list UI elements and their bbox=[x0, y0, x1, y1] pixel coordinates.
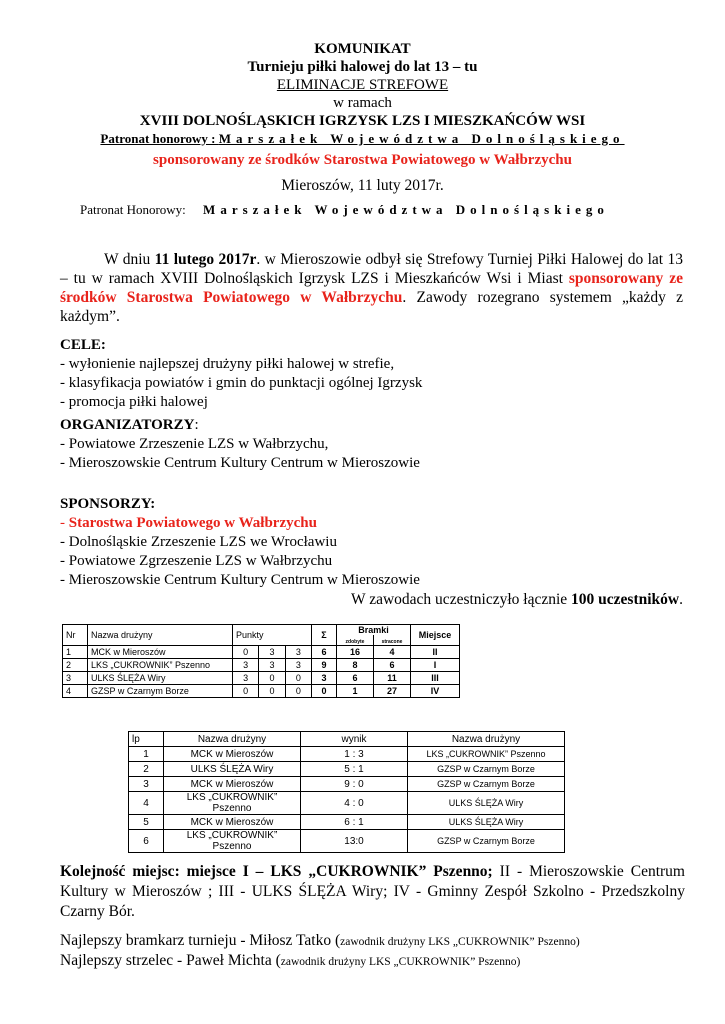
sponsorzy-title: SPONSORZY: bbox=[60, 496, 156, 512]
standings-cell-p2: 0 bbox=[259, 672, 285, 685]
standings-cell-sum: 6 bbox=[312, 646, 337, 659]
organizator-item: - Mieroszowskie Centrum Kultury Centrum w Mieroszowie bbox=[60, 455, 420, 471]
cele-section bbox=[60, 336, 683, 412]
results-cell-lp: 1 bbox=[129, 747, 164, 762]
results-cell-w: 9 : 0 bbox=[301, 777, 408, 792]
results-cell-a: ULKS ŚLĘŻA Wiry bbox=[164, 762, 301, 777]
header-sum: Σ bbox=[312, 625, 337, 646]
standings-cell-p2: 3 bbox=[259, 646, 285, 659]
sponsorzy-section bbox=[60, 495, 683, 590]
standings-cell-p2: 3 bbox=[259, 659, 285, 672]
standings-cell-p3: 3 bbox=[285, 646, 311, 659]
intro-p1: W dniu bbox=[104, 251, 155, 268]
standings-cell-z: 6 bbox=[337, 672, 374, 685]
participants-pre: W zawodach uczestniczyło łącznie bbox=[351, 591, 572, 608]
results-cell-b: LKS „CUKROWNIK” Pszenno bbox=[408, 747, 565, 762]
header-punkty: Punkty bbox=[233, 625, 312, 646]
standings-cell-nr: 2 bbox=[63, 659, 88, 672]
standings-cell-name: MCK w Mieroszów bbox=[88, 646, 233, 659]
standings-cell-p1: 0 bbox=[233, 685, 259, 698]
results-row bbox=[129, 762, 565, 777]
participants-count: 100 uczestników bbox=[571, 591, 680, 608]
standings-cell-p3: 0 bbox=[285, 685, 311, 698]
results-cell-w: 13:0 bbox=[301, 830, 408, 853]
results-row bbox=[129, 830, 565, 853]
results-cell-b: GZSP w Czarnym Borze bbox=[408, 762, 565, 777]
standings-cell-nr: 4 bbox=[63, 685, 88, 698]
sponsor-item: - Powiatowe Zgrzeszenie LZS w Wałbrzychu bbox=[60, 553, 333, 569]
results-cell-b: ULKS ŚLĘŻA Wiry bbox=[408, 792, 565, 815]
header-lp: lp bbox=[129, 732, 164, 747]
standings-cell-z: 1 bbox=[337, 685, 374, 698]
results-cell-lp: 6 bbox=[129, 830, 164, 853]
sponsor-item-main: Starostwa Powiatowego w Wałbrzychu bbox=[68, 515, 317, 531]
header-wynik: wynik bbox=[301, 732, 408, 747]
standings-cell-place: I bbox=[411, 659, 460, 672]
results-row bbox=[129, 777, 565, 792]
bramkarz-line bbox=[60, 932, 580, 950]
standings-cell-sum: 0 bbox=[312, 685, 337, 698]
standings-cell-name: GZSP w Czarnym Borze bbox=[88, 685, 233, 698]
patronat-line bbox=[60, 130, 665, 148]
intro-date: 11 lutego 2017r bbox=[154, 251, 257, 268]
results-row bbox=[129, 792, 565, 815]
standings-cell-name: ULKS ŚLĘŻA Wiry bbox=[88, 672, 233, 685]
results-cell-lp: 3 bbox=[129, 777, 164, 792]
results-table bbox=[128, 731, 565, 853]
results-row bbox=[129, 815, 565, 830]
results-cell-a: MCK w Mieroszów bbox=[164, 777, 301, 792]
organizatorzy-title: ORGANIZATORZY bbox=[60, 417, 195, 433]
patronat2-label: Patronat Honorowy: bbox=[80, 202, 186, 217]
header-nr: Nr bbox=[63, 625, 88, 646]
standings-cell-p1: 3 bbox=[233, 659, 259, 672]
results-cell-w: 5 : 1 bbox=[301, 762, 408, 777]
kolejnosc-rest: II - Mieroszowskie Centrum Kultury w Mieroszów ; III - ULKS ŚLĘŻA Wiry; IV - Gminny Zespół Szkolno - Przedszkolny Czarny Bór. bbox=[60, 863, 685, 920]
results-cell-lp: 2 bbox=[129, 762, 164, 777]
patronat-value: Marszałek Województwa Dolnośląskiego bbox=[218, 131, 625, 146]
standings-cell-p3: 3 bbox=[285, 659, 311, 672]
results-cell-w: 6 : 1 bbox=[301, 815, 408, 830]
organizatorzy-section bbox=[60, 416, 683, 473]
header-name: Nazwa drużyny bbox=[88, 625, 233, 646]
standings-cell-place: III bbox=[411, 672, 460, 685]
results-cell-a: LKS „CUKROWNIK” Pszenno bbox=[164, 792, 301, 815]
standings-row bbox=[63, 646, 460, 659]
results-row bbox=[129, 747, 565, 762]
header-team-a: Nazwa drużyny bbox=[164, 732, 301, 747]
intro-sponsor: sponsorowany ze środków Starostwa Powiatowego w Wałbrzychu bbox=[60, 270, 683, 306]
cele-item: - klasyfikacja powiatów i gmin do punktacji ogólnej Igrzysk bbox=[60, 375, 423, 391]
patronat2-value: Marszałek Województwa Dolnośląskiego bbox=[203, 202, 609, 217]
cele-item: - wyłonienie najlepszej drużyny piłki halowej w strefie, bbox=[60, 356, 395, 372]
standings-cell-sum: 9 bbox=[312, 659, 337, 672]
header-block bbox=[60, 40, 665, 148]
results-header-row bbox=[129, 732, 565, 747]
results-cell-b: GZSP w Czarnym Borze bbox=[408, 777, 565, 792]
standings-cell-nr: 3 bbox=[63, 672, 88, 685]
standings-cell-place: II bbox=[411, 646, 460, 659]
sponsor-dash: - bbox=[60, 515, 69, 531]
standings-cell-s: 4 bbox=[374, 646, 411, 659]
results-cell-b: GZSP w Czarnym Borze bbox=[408, 830, 565, 853]
intro-paragraph bbox=[60, 250, 683, 326]
standings-row bbox=[63, 659, 460, 672]
patronat-label: Patronat honorowy : bbox=[100, 131, 219, 146]
organizatorzy-colon: : bbox=[194, 417, 199, 433]
patronat2-line bbox=[80, 202, 609, 218]
bramkarz-note: zawodnik drużyny LKS „CUKROWNIK” Pszenno) bbox=[340, 936, 580, 948]
kolejnosc-first: Kolejność miejsc: miejsce I – LKS „CUKROWNIK” Pszenno; bbox=[60, 863, 493, 880]
header-stracone: stracone bbox=[374, 635, 411, 646]
cele-item: - promocja piłki halowej bbox=[60, 394, 208, 410]
header-zdobyte: zdobyte bbox=[337, 635, 374, 646]
standings-cell-nr: 1 bbox=[63, 646, 88, 659]
kolejnosc-paragraph bbox=[60, 862, 685, 922]
standings-header-row bbox=[63, 625, 460, 636]
standings-row bbox=[63, 672, 460, 685]
intro-p2: . w Mieroszowie odbył się Strefowy Turniej Piłki Halowej do lat 13 – tu w ramach XVIII Dolnośląskich Igrzysk LZS i Mieszkańców Wsi i Miast bbox=[60, 251, 683, 287]
strzelec-note: zawodnik drużyny LKS „CUKROWNIK” Pszenno) bbox=[280, 956, 521, 968]
date-line: Mieroszów, 11 luty 2017r. bbox=[281, 177, 444, 194]
standings-cell-s: 11 bbox=[374, 672, 411, 685]
cele-title: CELE: bbox=[60, 337, 106, 353]
sponsor-item: - Dolnośląskie Zrzeszenie LZS we Wrocławiu bbox=[60, 534, 337, 550]
w-ramach: w ramach bbox=[333, 95, 392, 111]
standings-cell-s: 6 bbox=[374, 659, 411, 672]
standings-cell-p1: 0 bbox=[233, 646, 259, 659]
bramkarz-text: Najlepszy bramkarz turnieju - Miłosz Tatko ( bbox=[60, 932, 341, 949]
standings-cell-z: 8 bbox=[337, 659, 374, 672]
results-cell-lp: 4 bbox=[129, 792, 164, 815]
header-miejsce: Miejsce bbox=[411, 625, 460, 646]
standings-cell-s: 27 bbox=[374, 685, 411, 698]
standings-cell-place: IV bbox=[411, 685, 460, 698]
results-cell-lp: 5 bbox=[129, 815, 164, 830]
standings-cell-p1: 3 bbox=[233, 672, 259, 685]
strzelec-line bbox=[60, 952, 520, 970]
participants-post: . bbox=[679, 591, 683, 608]
igrzysk-title: XVIII DOLNOŚLĄSKICH IGRZYSK LZS I MIESZKAŃCÓW WSI bbox=[139, 113, 586, 129]
standings-table bbox=[62, 624, 460, 698]
results-cell-w: 4 : 0 bbox=[301, 792, 408, 815]
results-cell-a: MCK w Mieroszów bbox=[164, 747, 301, 762]
header-bramki: Bramki bbox=[337, 625, 411, 636]
komunikat-title: KOMUNIKAT bbox=[314, 41, 411, 57]
results-cell-a: LKS „CUKROWNIK” Pszenno bbox=[164, 830, 301, 853]
results-cell-a: MCK w Mieroszów bbox=[164, 815, 301, 830]
results-cell-w: 1 : 3 bbox=[301, 747, 408, 762]
participants-line bbox=[351, 591, 683, 609]
intro-p3: . Zawody rozegrano systemem „każdy z każdym”. bbox=[60, 289, 684, 325]
standings-row bbox=[63, 685, 460, 698]
standings-cell-p2: 0 bbox=[259, 685, 285, 698]
header-team-b: Nazwa drużyny bbox=[408, 732, 565, 747]
standings-cell-z: 16 bbox=[337, 646, 374, 659]
standings-cell-sum: 3 bbox=[312, 672, 337, 685]
standings-cell-p3: 0 bbox=[285, 672, 311, 685]
sponsor-item: - Mieroszowskie Centrum Kultury Centrum w Mieroszowie bbox=[60, 572, 420, 588]
strzelec-text: Najlepszy strzelec - Paweł Michta ( bbox=[60, 952, 281, 969]
organizator-item: - Powiatowe Zrzeszenie LZS w Wałbrzychu, bbox=[60, 436, 329, 452]
results-cell-b: ULKS ŚLĘŻA Wiry bbox=[408, 815, 565, 830]
standings-cell-name: LKS „CUKROWNIK” Pszenno bbox=[88, 659, 233, 672]
tournament-title: Turnieju piłki halowej do lat 13 – tu bbox=[247, 59, 478, 75]
eliminacje-title: ELIMINACJE STREFOWE bbox=[276, 77, 449, 93]
sponsor-line: sponsorowany ze środków Starostwa Powiatowego w Wałbrzychu bbox=[153, 152, 572, 168]
